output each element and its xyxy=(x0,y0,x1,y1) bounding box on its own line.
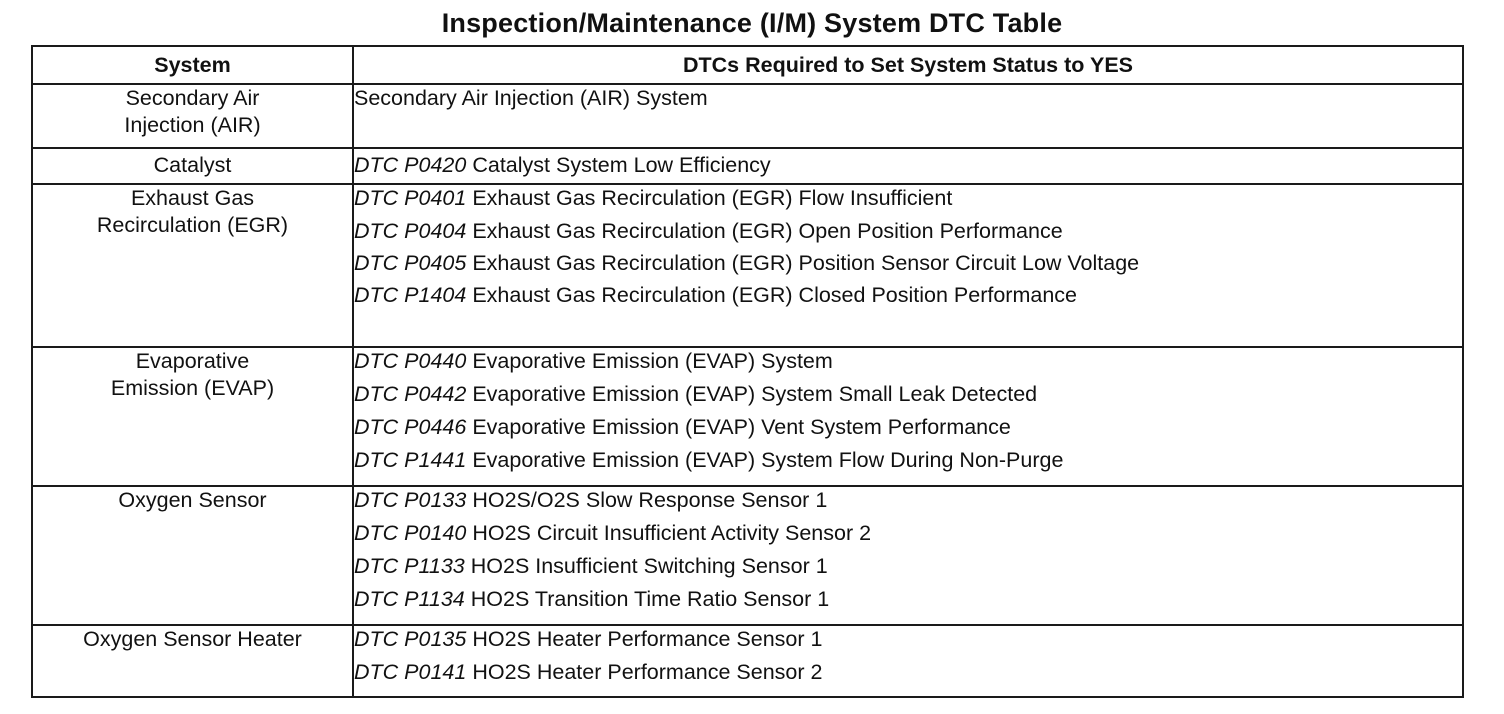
system-name: Oxygen Sensor Heater xyxy=(83,627,302,651)
system-name: Exhaust Gas Recirculation (EGR) xyxy=(96,186,289,237)
dtc-description: Evaporative Emission (EVAP) System Small Leak Detected xyxy=(472,382,1038,406)
table-row xyxy=(32,184,1463,347)
dtc-cell xyxy=(353,347,1463,486)
dtc-entry xyxy=(354,586,1224,613)
table-header-row xyxy=(32,46,1463,84)
dtc-description: Evaporative Emission (EVAP) System xyxy=(472,349,833,373)
page-title: Inspection/Maintenance (I/M) System DTC Table xyxy=(441,8,1063,38)
dtc-entry xyxy=(354,185,1224,212)
table-row xyxy=(32,148,1463,184)
dtc-cell xyxy=(353,486,1463,625)
table-row xyxy=(32,347,1463,486)
dtc-description: HO2S/O2S Slow Response Sensor 1 xyxy=(472,488,828,512)
dtc-code: DTC P1133 xyxy=(354,554,465,578)
header-dtcs: DTCs Required to Set System Status to YES xyxy=(353,46,1463,84)
dtc-entry xyxy=(354,553,1224,580)
system-cell xyxy=(32,347,353,486)
dtc-code: DTC P0440 xyxy=(354,349,467,373)
dtc-description: HO2S Insufficient Switching Sensor 1 xyxy=(470,554,828,578)
dtc-cell xyxy=(353,625,1463,697)
system-cell xyxy=(32,148,353,184)
dtc-entry xyxy=(354,251,1214,276)
dtc-entry xyxy=(354,487,1224,514)
dtc-description: HO2S Circuit Insufficient Activity Sensor 2 xyxy=(472,521,872,545)
dtc-description: Exhaust Gas Recirculation (EGR) Closed Position Performance xyxy=(472,283,1077,307)
system-cell xyxy=(32,625,353,697)
system-name: Oxygen Sensor xyxy=(118,488,267,512)
dtc-code: DTC P0404 xyxy=(354,219,467,243)
table-row xyxy=(32,84,1463,148)
dtc-entry xyxy=(354,348,1224,375)
system-cell xyxy=(32,84,353,148)
dtc-description: Exhaust Gas Recirculation (EGR) Open Position Performance xyxy=(472,219,1063,243)
dtc-code: DTC P0442 xyxy=(354,382,467,406)
dtc-entry xyxy=(354,414,1224,441)
dtc-entry xyxy=(354,447,1224,474)
dtc-code: DTC P0141 xyxy=(354,660,467,684)
dtc-code: DTC P0420 xyxy=(354,153,467,177)
dtc-description: Catalyst System Low Efficiency xyxy=(472,153,771,177)
dtc-description: Exhaust Gas Recirculation (EGR) Flow Insufficient xyxy=(472,186,953,210)
header-system: System xyxy=(32,46,353,84)
dtc-description: Exhaust Gas Recirculation (EGR) Position Sensor Circuit Low Voltage xyxy=(472,251,1140,275)
dtc-entry xyxy=(354,85,1224,112)
system-name: Evaporative Emission (EVAP) xyxy=(110,349,275,400)
table-row xyxy=(32,486,1463,625)
system-name: Secondary Air Injection (AIR) xyxy=(124,86,261,137)
dtc-code: DTC P0140 xyxy=(354,521,467,545)
dtc-description: HO2S Transition Time Ratio Sensor 1 xyxy=(470,587,830,611)
dtc-code: DTC P0401 xyxy=(354,186,467,210)
dtc-table xyxy=(31,45,1464,698)
dtc-description: Secondary Air Injection (AIR) System xyxy=(354,86,708,110)
dtc-code: DTC P1134 xyxy=(354,587,465,611)
system-cell xyxy=(32,184,353,347)
table-row xyxy=(32,625,1463,697)
dtc-cell xyxy=(353,148,1463,184)
dtc-code: DTC P0446 xyxy=(354,415,467,439)
dtc-entry xyxy=(354,626,1224,653)
dtc-code: DTC P1441 xyxy=(354,448,467,472)
dtc-description: Evaporative Emission (EVAP) System Flow During Non-Purge xyxy=(472,448,1064,472)
dtc-entry xyxy=(354,218,1224,245)
dtc-entry xyxy=(354,152,1224,179)
dtc-code: DTC P0133 xyxy=(354,488,467,512)
dtc-code: DTC P0135 xyxy=(354,627,467,651)
dtc-description: HO2S Heater Performance Sensor 1 xyxy=(472,627,823,651)
dtc-entry xyxy=(354,659,1224,686)
dtc-code: DTC P1404 xyxy=(354,283,467,307)
dtc-entry xyxy=(354,282,1224,309)
dtc-cell xyxy=(353,84,1463,148)
dtc-cell xyxy=(353,184,1463,347)
dtc-description: Evaporative Emission (EVAP) Vent System Performance xyxy=(472,415,1011,439)
system-name: Catalyst xyxy=(153,153,232,177)
dtc-entry xyxy=(354,381,1224,408)
dtc-entry xyxy=(354,520,1224,547)
dtc-description: HO2S Heater Performance Sensor 2 xyxy=(472,660,823,684)
dtc-code: DTC P0405 xyxy=(354,251,467,275)
system-cell xyxy=(32,486,353,625)
